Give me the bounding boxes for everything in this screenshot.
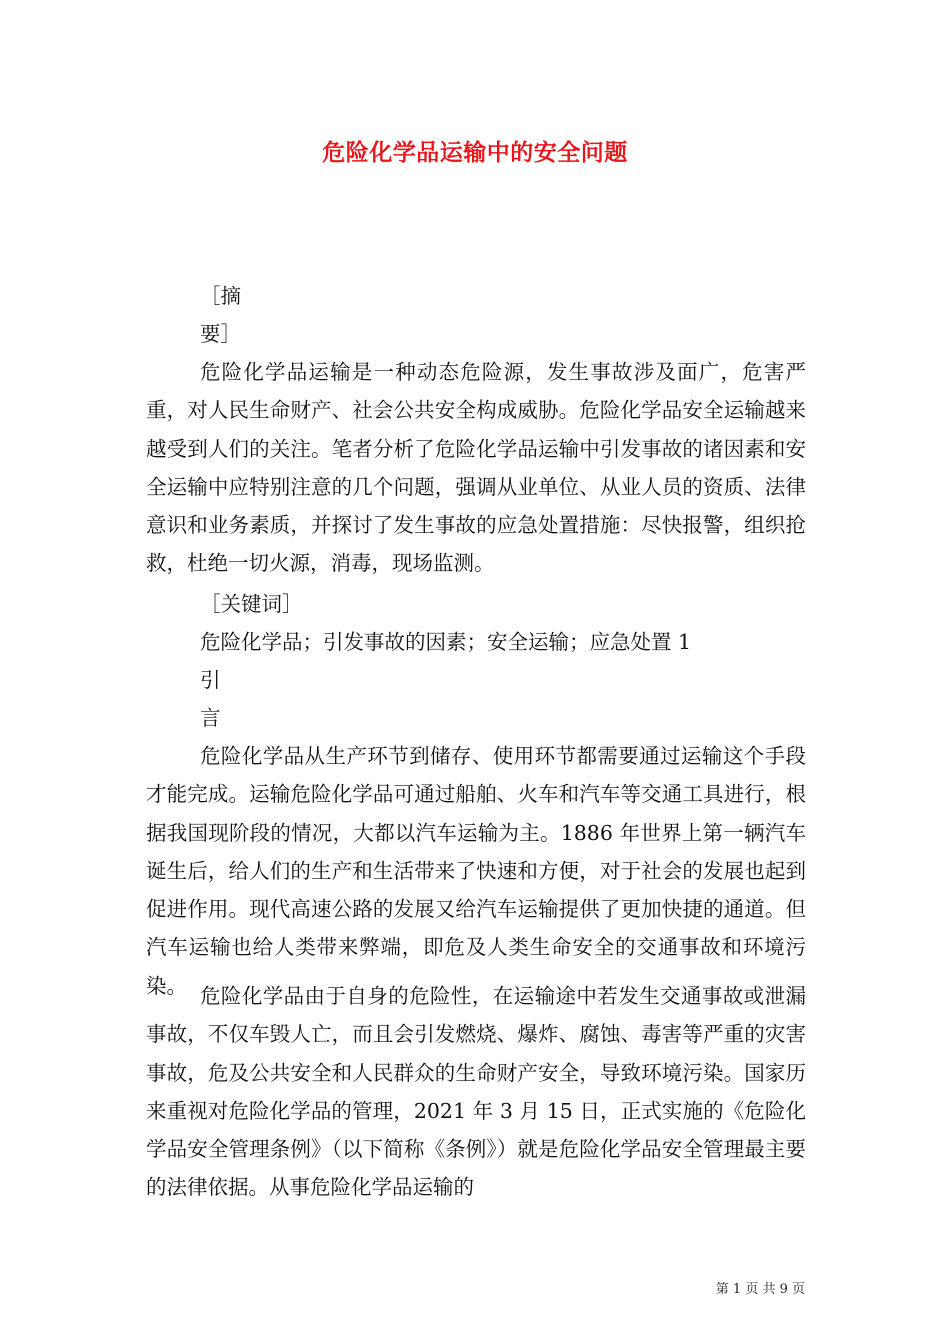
keywords-label: ［关键词］ (200, 592, 303, 616)
abstract-label-close: 要］ (200, 322, 241, 346)
body-paragraph-1: 危险化学品从生产环节到储存、使用环节都需要通过运输这个手段才能完成。运输危险化学品可通过船舶、火车和汽车等交通工具进行，根据我国现阶段的情况，大都以汽车运输为主。1886 年世界上第一辆汽车诞生后，给人们的生产和生活带来了快速和方便，对于社会的发展也起到促进作用。现代高速公路的发展又给汽车运输提供了更加快捷的通道。但汽车运输也给人类带来弊端，即危及人类生命安全的交通事故和环境污染。 (146, 744, 806, 998)
abstract-label-open: ［摘 (200, 284, 241, 308)
abstract-paragraph: 危险化学品运输是一种动态危险源，发生事故涉及面广，危害严重，对人民生命财产、社会公共安全构成威胁。危险化学品安全运输越来越受到人们的关注。笔者分析了危险化学品运输中引发事故的诸因素和安全运输中应特别注意的几个问题，强调从业单位、从业人员的资质、法律意识和业务素质，并探讨了发生事故的应急处置措施：尽快报警，组织抢救，杜绝一切火源，消毒，现场监测。 (146, 360, 806, 576)
intro-heading-part-1: 引 (200, 668, 221, 692)
body-paragraph-2: 危险化学品由于自身的危险性，在运输途中若发生交通事故或泄漏事故，不仅车毁人亡，而且会引发燃烧、爆炸、腐蚀、毒害等严重的灾害事故，危及公共安全和人民群众的生命财产安全，导致环境污染。国家历来重视对危险化学品的管理，2021 年 3 月 15 日，正式实施的《危险化学品安全管理条例》（以下简称《条例》）就是危险化学品安全管理最主要的法律依据。从事危险化学品运输的 (146, 984, 806, 1200)
document-title: 危险化学品运输中的安全问题 (322, 139, 628, 166)
keywords-text: 危险化学品；引发事故的因素；安全运输；应急处置 1 (200, 630, 692, 654)
page-number-footer: 第 1 页 共 9 页 (715, 1282, 805, 1297)
intro-heading-part-2: 言 (200, 706, 221, 730)
